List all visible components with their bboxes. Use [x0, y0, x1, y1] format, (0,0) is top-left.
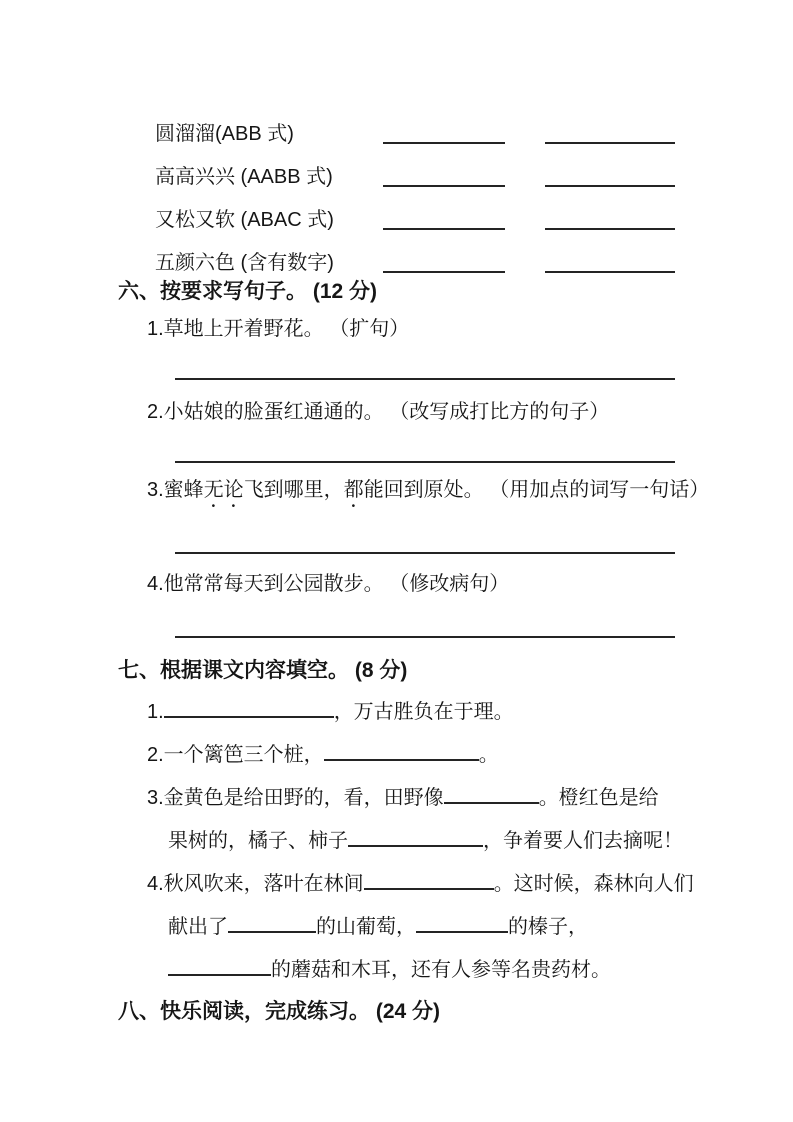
- question-text: ，争着要人们去摘呢！: [483, 830, 683, 852]
- answer-line: [175, 552, 675, 554]
- fill-blank: [164, 699, 334, 718]
- question-text: 2.一个篱笆三个桩，: [147, 744, 324, 766]
- fill-blank: [228, 914, 316, 933]
- question-text: 果树的，橘子、柿子: [168, 830, 348, 852]
- question-7-4-line-1: [147, 871, 694, 896]
- question-7-4-line-3: [168, 957, 675, 982]
- question-text: 3.蜜蜂: [147, 479, 204, 501]
- question-text: 的蘑菇和木耳，还有人参等名贵药材。: [271, 959, 611, 981]
- answer-blank: [383, 224, 505, 230]
- answer-blank: [383, 181, 505, 187]
- answer-line: [175, 636, 675, 638]
- pattern-label: 高高兴兴 (AABB 式): [155, 166, 333, 188]
- section-8-heading: 八、快乐阅读，完成练习。 (24 分): [118, 1000, 441, 1023]
- pattern-row-numeric: [118, 232, 675, 275]
- question-text: ，万古胜负在于理。: [333, 701, 514, 723]
- pattern-label: 五颜六色 (含有数字): [155, 252, 334, 274]
- fill-blank: [324, 742, 479, 761]
- question-number: 1.: [147, 701, 164, 723]
- section-7-heading: 七、根据课文内容填空。 (8 分): [118, 659, 408, 682]
- question-6-4: 4.他常常每天到公园散步。 （修改病句）: [147, 573, 510, 595]
- answer-blank: [383, 267, 505, 273]
- question-7-4-line-2: [168, 914, 675, 939]
- question-text: 。: [478, 744, 499, 766]
- question-6-1: 1.草地上开着野花。 （扩句）: [147, 318, 410, 340]
- fill-blank: [364, 871, 494, 890]
- fill-blank: [168, 957, 271, 976]
- answer-line: [175, 461, 675, 463]
- fill-blank: [348, 828, 483, 847]
- emphasized-word: 都: [343, 479, 364, 501]
- word-pattern-exercise: [118, 103, 675, 275]
- pattern-label: 圆溜溜(ABB 式): [155, 123, 294, 145]
- question-7-1: [147, 699, 675, 724]
- question-text: 飞到哪里，: [243, 479, 344, 501]
- question-7-3-line-1: [147, 785, 675, 810]
- question-7-3-line-2: [168, 828, 683, 853]
- question-text: 的榛子，: [508, 916, 588, 938]
- question-text: 能回到原处。 （用加点的词写一句话）: [363, 479, 710, 501]
- question-6-3: [147, 478, 710, 512]
- question-text: 3.金黄色是给田野的，看，田野像: [147, 787, 444, 809]
- question-text: 献出了: [168, 916, 228, 938]
- answer-blank: [545, 138, 675, 144]
- section-6-heading: 六、按要求写句子。 (12 分): [118, 280, 378, 303]
- question-text: 的山葡萄，: [316, 916, 416, 938]
- pattern-label: 又松又软 (ABAC 式): [155, 209, 334, 231]
- answer-line: [175, 378, 675, 380]
- question-6-2: 2.小姑娘的脸蛋红通通的。 （改写成打比方的句子）: [147, 401, 610, 423]
- question-text: 4.秋风吹来，落叶在林间: [147, 873, 364, 895]
- emphasized-word: 无论: [203, 479, 244, 501]
- question-7-2: [147, 742, 675, 767]
- fill-blank: [444, 785, 539, 804]
- fill-blank: [416, 914, 508, 933]
- pattern-row-abb: [118, 103, 675, 146]
- question-text: 。橙红色是给: [538, 787, 659, 809]
- answer-blank: [545, 267, 675, 273]
- pattern-row-abac: [118, 189, 675, 232]
- answer-blank: [383, 138, 505, 144]
- pattern-row-aabb: [118, 146, 675, 189]
- answer-blank: [545, 181, 675, 187]
- answer-blank: [545, 224, 675, 230]
- question-text: 。这时候，森林向人们: [493, 873, 694, 895]
